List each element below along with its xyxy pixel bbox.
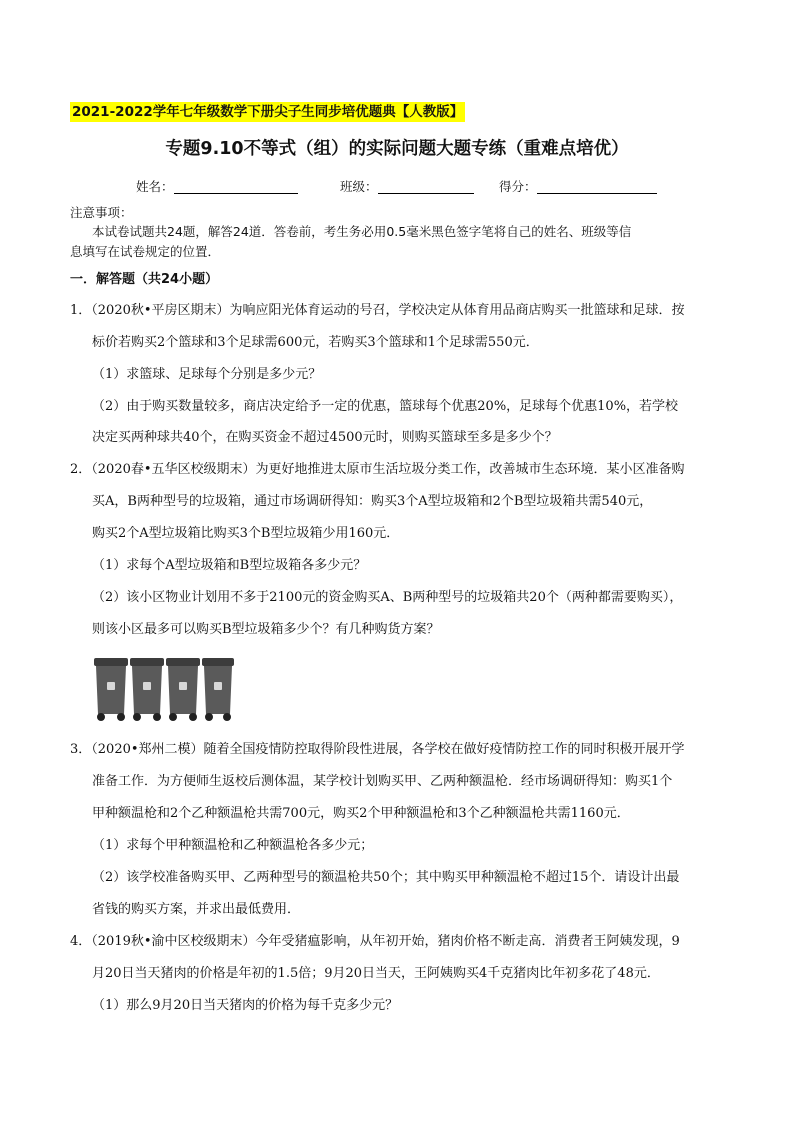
- question-text: 月20日当天猪肉的价格是年初的1.5倍；9月20日当天，王阿姨购买4千克猪肉比年初多花了48元．: [92, 966, 660, 981]
- notice-line-2: 息填写在试卷规定的位置．: [70, 244, 221, 259]
- notice-line-1: 本试卷试题共24题，解答24道．答卷前，考生务必用0.5毫米黑色签字笔将自己的姓名、班级等信: [92, 224, 632, 239]
- name-field[interactable]: [136, 177, 298, 195]
- garbage-bins-image: [92, 656, 236, 722]
- sub-question: （2）该学校准备购买甲、乙两种型号的额温枪共50个；其中购买甲种额温枪不超过15个．请设计出最: [92, 870, 680, 885]
- question-text: 准备工作．为方便师生返校后测体温，某学校计划购买甲、乙两种额温枪．经市场调研得知：购买1个: [92, 774, 673, 789]
- sub-question: 则该小区最多可以购买B型垃圾箱多少个？有几种购货方案？: [92, 622, 440, 637]
- question-text: 甲种额温枪和2个乙种额温枪共需700元，购买2个甲种额温枪和3个乙种额温枪共需1160元．: [92, 806, 630, 821]
- garbage-bin-1: [94, 658, 128, 721]
- sub-question: （2）由于购买数量较多，商店决定给予一定的优惠，篮球每个优惠20%，足球每个优惠10%，若学校: [92, 399, 679, 414]
- question-text: 3．（2020•郑州二模）随着全国疫情防控取得阶段性进展，各学校在做好疫情防控工作的同时积极开展开学: [70, 742, 685, 757]
- sub-question: （1）求篮球、足球每个分别是多少元？: [92, 367, 322, 382]
- name-blank[interactable]: [174, 179, 298, 194]
- notice-heading: 注意事项：: [70, 205, 133, 220]
- sub-question: 省钱的购买方案，并求出最低费用．: [92, 902, 301, 917]
- section-heading: 一．解答题（共24小题）: [70, 272, 219, 287]
- name-label: 姓名：: [136, 179, 174, 194]
- class-blank[interactable]: [378, 179, 474, 194]
- question-text: 买A，B两种型号的垃圾箱，通过市场调研得知：购买3个A型垃圾箱和2个B型垃圾箱共需540元，: [92, 494, 653, 509]
- series-banner: 2021-2022学年七年级数学下册尖子生同步培优题典【人教版】: [72, 104, 464, 120]
- garbage-bin-4: [202, 658, 234, 721]
- question-text: 1．（2020秋•平房区期末）为响应阳光体育运动的号召，学校决定从体育用品商店购买一批篮球和足球．按: [70, 303, 685, 318]
- question-text: 2．（2020春•五华区校级期末）为更好地推进太原市生活垃圾分类工作，改善城市生态环境．某小区准备购: [70, 462, 685, 477]
- class-field[interactable]: [340, 177, 474, 195]
- sub-question: （1）求每个甲种额温枪和乙种额温枪各多少元；: [92, 838, 374, 853]
- question-text: 4．（2019秋•渝中区校级期末）今年受猪瘟影响，从年初开始，猪肉价格不断走高．消费者王阿姨发现，9: [70, 934, 680, 949]
- score-label: 得分：: [499, 179, 537, 194]
- class-label: 班级：: [340, 179, 378, 194]
- score-field[interactable]: [499, 177, 657, 195]
- score-blank[interactable]: [537, 179, 657, 194]
- page-title: 专题9.10不等式（组）的实际问题大题专练（重难点培优）: [165, 139, 629, 159]
- garbage-bin-3: [166, 658, 200, 721]
- garbage-bin-2: [130, 658, 164, 721]
- sub-question: 决定买两种球共40个，在购买资金不超过4500元时，则购买篮球至多是多少个？: [92, 430, 558, 445]
- sub-question: （1）求每个A型垃圾箱和B型垃圾箱各多少元？: [92, 558, 367, 573]
- sub-question: （1）那么9月20日当天猪肉的价格为每千克多少元？: [92, 998, 399, 1013]
- sub-question: （2）该小区物业计划用不多于2100元的资金购买A、B两种型号的垃圾箱共20个（两种都需要购买），: [92, 590, 683, 605]
- question-text: 购买2个A型垃圾箱比购买3个B型垃圾箱少用160元．: [92, 526, 400, 541]
- question-text: 标价若购买2个篮球和3个足球需600元，若购买3个篮球和1个足球需550元．: [92, 335, 539, 350]
